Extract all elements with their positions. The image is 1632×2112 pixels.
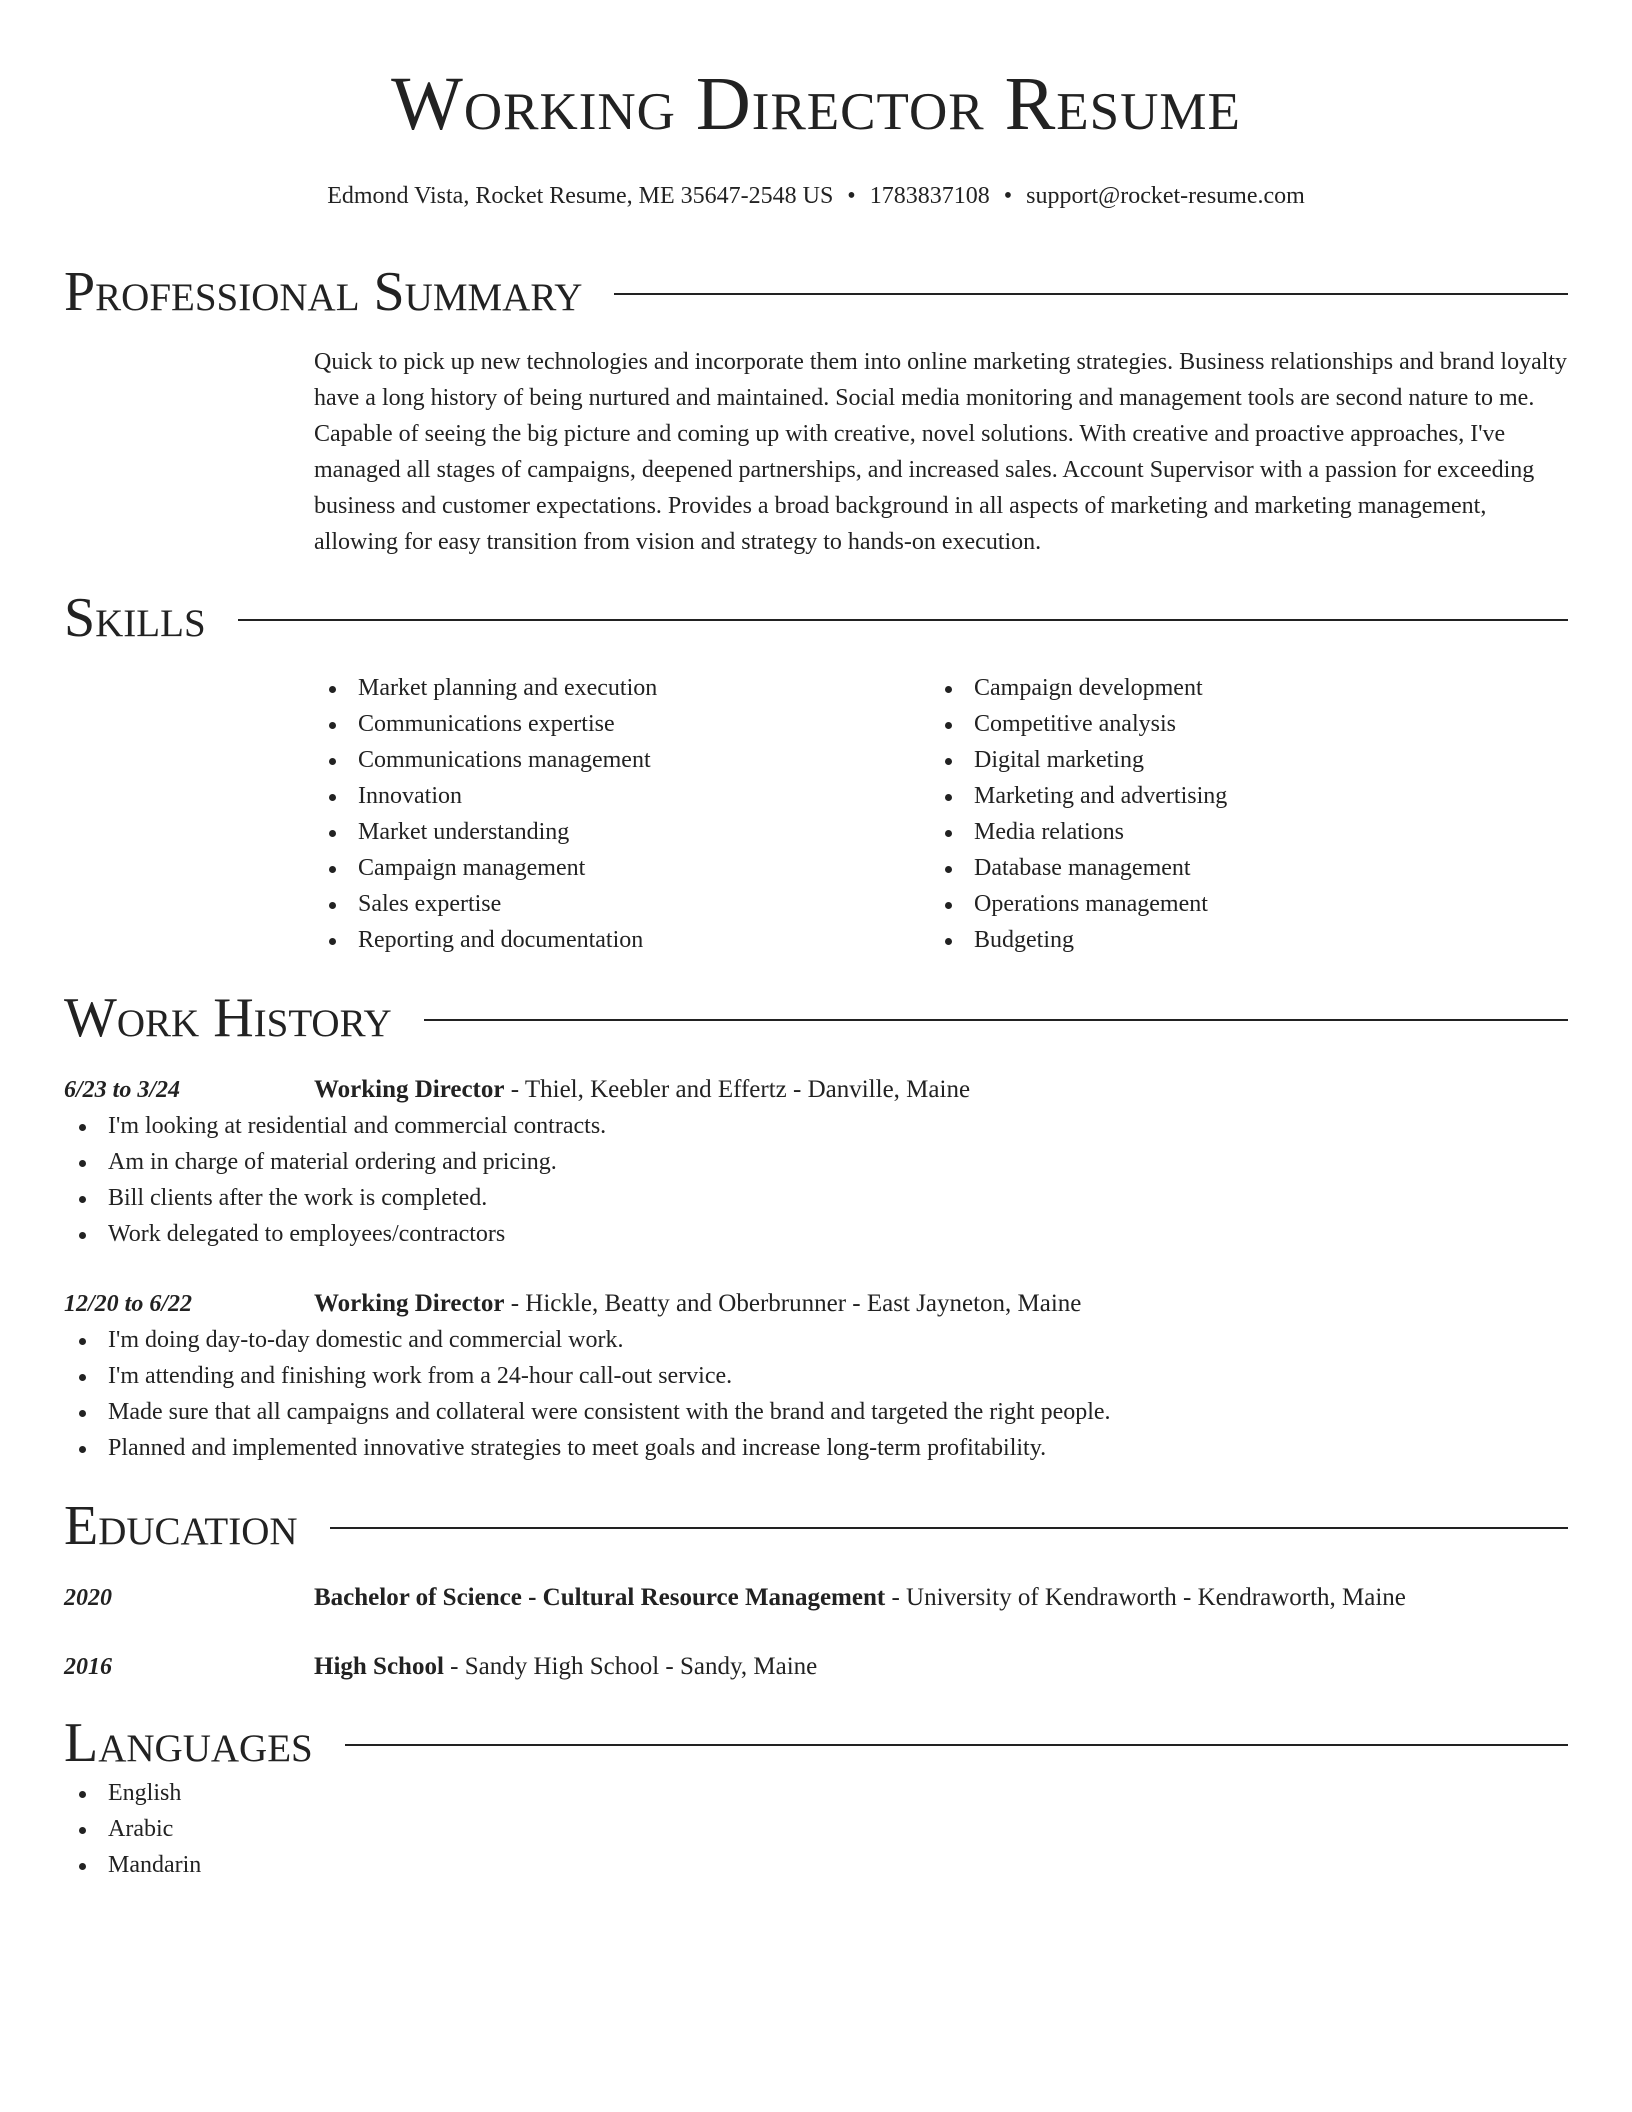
job-duty: Work delegated to employees/contractors xyxy=(64,1216,1568,1252)
job-duties-list xyxy=(64,1322,1568,1466)
skill-item: Budgeting xyxy=(930,922,1546,958)
section-divider xyxy=(345,1744,1568,1746)
work-section-header xyxy=(64,986,1568,1050)
resume-title: Working Director Resume xyxy=(391,62,1241,146)
education-year: 2016 xyxy=(64,1654,112,1680)
skills-columns xyxy=(314,670,1568,958)
education-line xyxy=(314,1580,1406,1616)
job-title: Working Director xyxy=(314,1076,505,1103)
education-year: 2020 xyxy=(64,1585,112,1611)
skill-item: Innovation xyxy=(314,778,930,814)
education-entry xyxy=(64,1649,1568,1685)
job-duty: Made sure that all campaigns and collateral were consistent with the brand and targeted the right people. xyxy=(64,1394,1568,1430)
skill-item: Market understanding xyxy=(314,814,930,850)
job-entry xyxy=(64,1072,1568,1108)
education-school: - Sandy High School - Sandy, Maine xyxy=(443,1653,818,1680)
contact-line xyxy=(64,182,1568,210)
skill-item: Database management xyxy=(930,850,1546,886)
education-section-header xyxy=(64,1494,1568,1558)
skill-item: Competitive analysis xyxy=(930,706,1546,742)
job-title-line xyxy=(314,1286,1081,1322)
job-dates: 6/23 to 3/24 xyxy=(64,1077,181,1103)
skill-item: Communications management xyxy=(314,742,930,778)
contact-separator: • xyxy=(1003,183,1013,209)
job-duty: I'm doing day-to-day domestic and commercial work. xyxy=(64,1322,1568,1358)
skill-item: Marketing and advertising xyxy=(930,778,1546,814)
job-entry xyxy=(64,1286,1568,1322)
skill-item: Media relations xyxy=(930,814,1546,850)
job-duty: Am in charge of material ordering and pricing. xyxy=(64,1144,1568,1180)
summary-text: Quick to pick up new technologies and incorporate them into online marketing strategies. Business relationships and brand loyalty have a long history of being nurtured and maintained. Social media monitoring and management tools are second nature to me. Capable of seeing the big picture and coming up with creative, novel solutions. With creative and proactive approaches, I've managed all stages of campaigns, deepened partnerships, and increased sales. Account Supervisor with a passion for exceeding business and customer expectations. Provides a broad background in all aspects of marketing and marketing management, allowing for easy transition from vision and strategy to hands-on execution. xyxy=(314,349,1568,555)
education-line xyxy=(314,1649,817,1685)
language-item: Mandarin xyxy=(64,1847,1568,1883)
section-divider xyxy=(238,619,1568,621)
language-item: Arabic xyxy=(64,1811,1568,1847)
contact-phone: 1783837108 xyxy=(869,183,990,209)
contact-email: support@rocket-resume.com xyxy=(1026,183,1305,209)
job-title-line xyxy=(314,1072,970,1108)
skills-list-left xyxy=(314,670,930,958)
job-duty: I'm looking at residential and commercial contracts. xyxy=(64,1108,1568,1144)
section-divider xyxy=(614,293,1568,295)
contact-separator: • xyxy=(847,183,856,209)
job-employer: - Hickle, Beatty and Oberbrunner - East Jayneton, Maine xyxy=(504,1290,1082,1317)
summary-heading: Professional Summary xyxy=(64,261,583,323)
languages-heading: Languages xyxy=(64,1712,313,1774)
skill-item: Campaign development xyxy=(930,670,1546,706)
education-entry xyxy=(64,1580,1568,1616)
skill-item: Reporting and documentation xyxy=(314,922,930,958)
languages-list xyxy=(64,1775,1568,1883)
languages-section-header xyxy=(64,1711,1568,1775)
skill-item: Communications expertise xyxy=(314,706,930,742)
work-heading: Work History xyxy=(64,987,392,1049)
skills-heading: Skills xyxy=(64,587,206,649)
education-degree: Bachelor of Science - Cultural Resource Management xyxy=(314,1584,886,1611)
education-heading: Education xyxy=(64,1495,298,1557)
section-divider xyxy=(424,1019,1568,1021)
job-duties-list xyxy=(64,1108,1568,1252)
education-school: - University of Kendraworth - Kendraworth, Maine xyxy=(885,1584,1406,1611)
job-duty: Bill clients after the work is completed. xyxy=(64,1180,1568,1216)
skills-section-header xyxy=(64,586,1568,650)
skill-item: Sales expertise xyxy=(314,886,930,922)
job-dates: 12/20 to 6/22 xyxy=(64,1291,193,1317)
skill-item: Market planning and execution xyxy=(314,670,930,706)
skills-list-right xyxy=(930,670,1546,958)
language-item: English xyxy=(64,1775,1568,1811)
contact-address: Edmond Vista, Rocket Resume, ME 35647-2548 US xyxy=(327,183,834,209)
summary-section-header xyxy=(64,260,1568,324)
job-duty: Planned and implemented innovative strategies to meet goals and increase long-term profitability. xyxy=(64,1430,1568,1466)
section-divider xyxy=(330,1527,1568,1529)
job-employer: - Thiel, Keebler and Effertz - Danville, Maine xyxy=(504,1076,971,1103)
job-title: Working Director xyxy=(314,1290,505,1317)
skill-item: Digital marketing xyxy=(930,742,1546,778)
skill-item: Operations management xyxy=(930,886,1546,922)
job-duty: I'm attending and finishing work from a 24-hour call-out service. xyxy=(64,1358,1568,1394)
skill-item: Campaign management xyxy=(314,850,930,886)
education-degree: High School xyxy=(314,1653,444,1680)
